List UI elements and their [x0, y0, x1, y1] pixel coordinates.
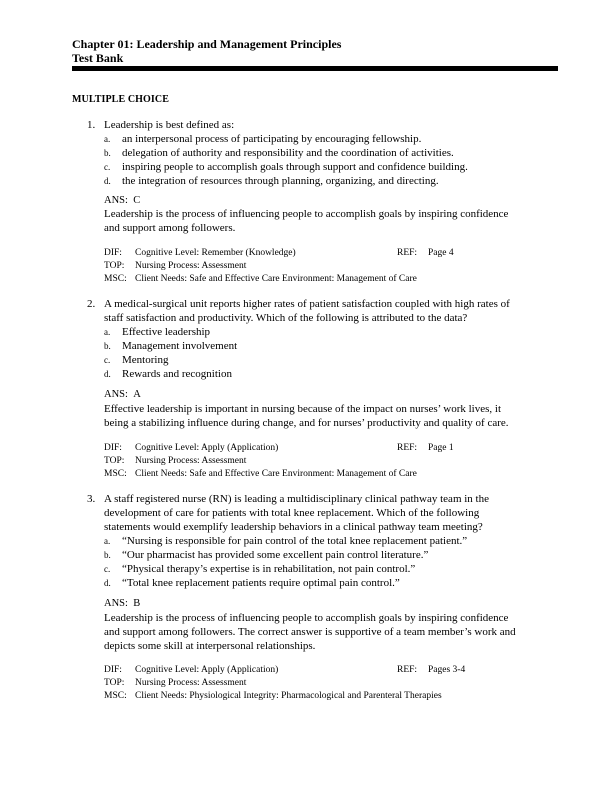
difficulty-line — [104, 247, 296, 260]
meta-label: MSC: — [104, 274, 127, 284]
rationale-line: Leadership is the process of influencing people to accomplish goals by inspiring confidence — [104, 208, 509, 220]
option-text: “Total knee replacement patients require optimal pain control.” — [122, 577, 400, 589]
meta-label: REF: — [397, 443, 418, 453]
rationale-line: and support among followers. The correct answer is supportive of a team member’s work and — [104, 626, 516, 638]
meta-value: Page 4 — [428, 248, 454, 258]
option-letter: d. — [104, 369, 111, 379]
question-stem-line: staff satisfaction and productivity. Which of the following is attributed to the data? — [104, 312, 468, 324]
option-text: “Nursing is responsible for pain control of the total knee replacement patient.” — [122, 535, 468, 547]
meta-label: DIF: — [104, 248, 122, 258]
meta-label: TOP: — [104, 456, 125, 466]
option-letter: b. — [104, 148, 111, 158]
answer-value: A — [133, 389, 141, 400]
meta-value: Client Needs: Safe and Effective Care Environment: Management of Care — [135, 469, 417, 479]
topic-line — [104, 455, 246, 468]
rationale-line: Effective leadership is important in nursing because of the impact on nurses’ work lives, it — [104, 403, 502, 415]
meta-label: DIF: — [104, 665, 122, 675]
option-text: Mentoring — [122, 354, 169, 366]
option-text: Effective leadership — [122, 326, 211, 338]
answer-label: ANS: — [104, 598, 128, 609]
chapter-title: Chapter 01: Leadership and Management Principles — [72, 37, 342, 51]
question-stem-line: development of care for patients with total knee replacement. Which of the following — [104, 507, 480, 519]
option-text: “Our pharmacist has provided some excellent pain control literature.” — [122, 549, 429, 561]
answer-value: C — [133, 195, 141, 206]
option-letter: a. — [104, 327, 111, 337]
option-letter: c. — [104, 162, 111, 172]
option-letter: a. — [104, 134, 111, 144]
meta-value: Nursing Process: Assessment — [135, 678, 247, 688]
option-text: Rewards and recognition — [122, 368, 232, 380]
meta-label: DIF: — [104, 443, 122, 453]
topic-line — [104, 260, 246, 273]
option-text: “Physical therapy’s expertise is in rehabilitation, not pain control.” — [122, 563, 416, 575]
question-number: 2. — [87, 298, 96, 310]
meta-value: Cognitive Level: Apply (Application) — [135, 665, 279, 675]
answer-label: ANS: — [104, 195, 128, 206]
document-header — [72, 37, 540, 65]
answer-line — [104, 194, 140, 208]
client-needs-line — [104, 273, 417, 286]
question-stem-line: Leadership is best defined as: — [104, 119, 235, 131]
answer-value: B — [133, 598, 141, 609]
answer-label: ANS: — [104, 389, 128, 400]
meta-value: Client Needs: Safe and Effective Care Environment: Management of Care — [135, 274, 417, 284]
section-title: MULTIPLE CHOICE — [72, 94, 169, 105]
option-letter: c. — [104, 564, 111, 574]
question-stem-line: statements would exemplify leadership behaviors in a clinical pathway team meeting? — [104, 521, 483, 533]
rationale-line: being a stabilizing influence during change, and for nurses’ productivity and quality of care. — [104, 417, 509, 429]
option-text: the integration of resources through planning, organizing, and directing. — [122, 175, 439, 187]
option-text: inspiring people to accomplish goals through support and confidence building. — [122, 161, 468, 173]
meta-value: Nursing Process: Assessment — [135, 456, 247, 466]
meta-label: REF: — [397, 248, 418, 258]
document-subtitle: Test Bank — [72, 51, 124, 65]
reference-line — [397, 664, 465, 677]
option-letter: b. — [104, 550, 111, 560]
difficulty-line — [104, 664, 278, 677]
meta-label: REF: — [397, 665, 418, 675]
topic-line — [104, 677, 246, 690]
client-needs-line — [104, 468, 417, 481]
client-needs-line — [104, 690, 442, 703]
reference-line — [397, 442, 454, 455]
option-text: an interpersonal process of participating by encouraging fellowship. — [122, 133, 422, 145]
header-divider — [72, 66, 558, 71]
reference-line — [397, 247, 454, 260]
option-text: Management involvement — [122, 340, 238, 352]
option-text: delegation of authority and responsibility and the coordination of activities. — [122, 147, 454, 159]
option-letter: a. — [104, 536, 111, 546]
option-letter: c. — [104, 355, 111, 365]
meta-label: TOP: — [104, 678, 125, 688]
difficulty-line — [104, 442, 278, 455]
meta-value: Pages 3-4 — [428, 665, 466, 675]
option-letter: b. — [104, 341, 111, 351]
answer-line — [104, 388, 141, 402]
meta-label: MSC: — [104, 691, 127, 701]
meta-value: Nursing Process: Assessment — [135, 261, 247, 271]
meta-value: Client Needs: Physiological Integrity: Pharmacological and Parenteral Therapies — [135, 691, 442, 701]
question-stem-line: A medical-surgical unit reports higher rates of patient satisfaction coupled with high rates of — [104, 298, 510, 310]
option-letter: d. — [104, 578, 111, 588]
question-number: 1. — [87, 119, 96, 131]
rationale-line: and support among followers. — [104, 222, 236, 234]
question-number: 3. — [87, 493, 96, 505]
answer-line — [104, 597, 140, 611]
question-stem-line: A staff registered nurse (RN) is leading a multidisciplinary clinical pathway team in the — [104, 493, 489, 505]
meta-label: MSC: — [104, 469, 127, 479]
meta-label: TOP: — [104, 261, 125, 271]
rationale-line: depicts some skill at interpersonal relationships. — [104, 640, 316, 652]
rationale-line: Leadership is the process of influencing people to accomplish goals by inspiring confidence — [104, 612, 509, 624]
meta-value: Page 1 — [428, 443, 454, 453]
meta-value: Cognitive Level: Remember (Knowledge) — [135, 248, 296, 258]
meta-value: Cognitive Level: Apply (Application) — [135, 443, 279, 453]
option-letter: d. — [104, 176, 111, 186]
